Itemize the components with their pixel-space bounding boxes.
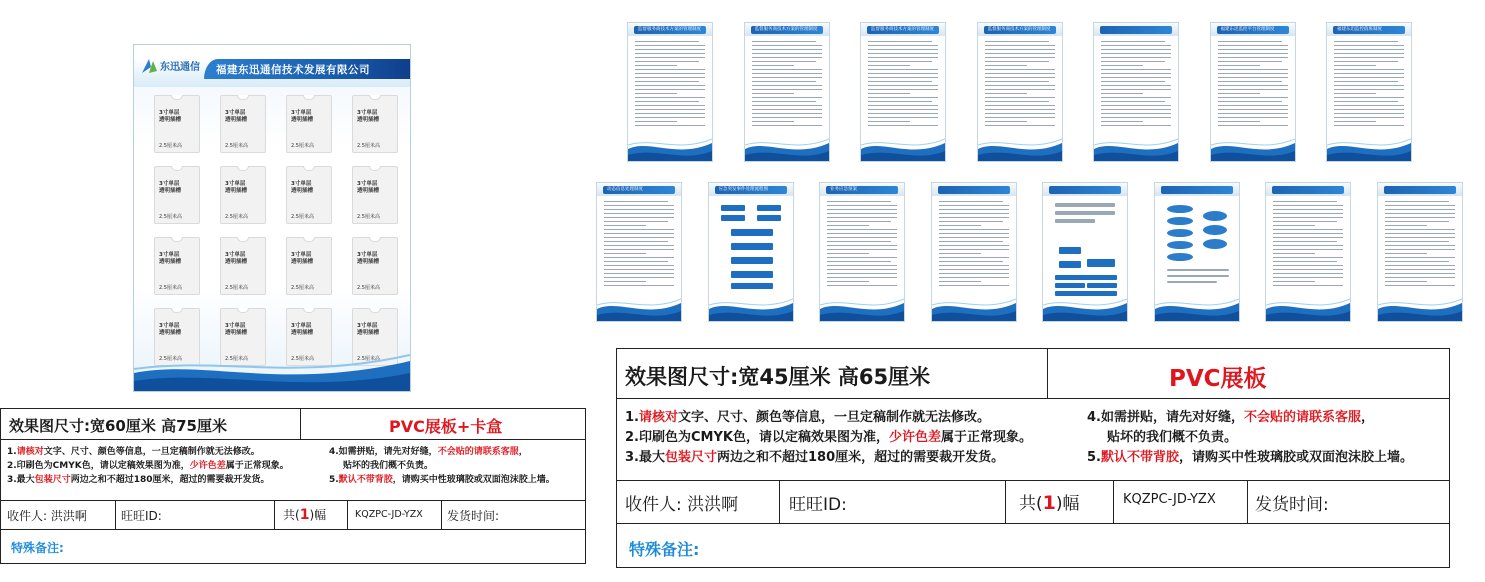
board-title: 动态信息处理制度 — [607, 187, 643, 192]
board-wave-decoration — [932, 295, 1016, 321]
board-title-bar — [1272, 186, 1344, 194]
rule-board — [931, 182, 1017, 322]
pocket-size: 2.5厘米高 — [357, 285, 380, 291]
board-text-lines — [827, 201, 897, 295]
board-title: 监督服务商技术方案的管理制度 — [638, 27, 701, 32]
board-text-lines — [939, 201, 1009, 295]
board-wave-decoration — [709, 295, 793, 321]
board-title: 福建东迅监控平台管理制度 — [1220, 27, 1275, 32]
pocket-notch — [171, 308, 183, 313]
pocket-title: 3寸单层 透明插槽 — [357, 252, 380, 265]
card-pocket — [220, 237, 266, 295]
rule-board — [1154, 182, 1240, 322]
board-head — [709, 183, 793, 196]
board-head — [1094, 23, 1178, 36]
left-count: 共(1)幅 — [283, 507, 327, 523]
board-wave-decoration — [978, 135, 1062, 161]
card-pocket — [220, 166, 266, 224]
pocket-size: 2.5厘米高 — [225, 285, 248, 291]
board-wave-decoration — [1266, 295, 1350, 321]
board-wave-decoration — [134, 351, 410, 391]
board-head — [861, 23, 945, 36]
board-title-bar — [1217, 26, 1289, 34]
right-size-label: 效果图尺寸:宽45厘米 高65厘米 — [625, 365, 931, 389]
pocket-title: 3寸单层 透明插槽 — [225, 110, 248, 123]
board-head — [597, 183, 681, 196]
rule-board — [977, 22, 1063, 162]
right-product-type: PVC展板 — [1169, 366, 1267, 392]
pocket-size: 2.5厘米高 — [159, 214, 182, 220]
card-pocket — [352, 237, 398, 295]
board-text-lines — [604, 201, 674, 295]
board-wave-decoration — [1043, 295, 1127, 321]
board-title-bar — [826, 186, 898, 194]
right-recipient: 收件人: 洪洪啊 — [625, 495, 739, 515]
board-wave-decoration — [1378, 295, 1462, 321]
board-wave-decoration — [861, 135, 945, 161]
pocket-notch — [303, 95, 315, 100]
board-head — [1266, 183, 1350, 196]
pocket-grid — [148, 95, 398, 365]
board-head — [932, 183, 1016, 196]
pocket-notch — [171, 166, 183, 171]
board-title-bar — [1161, 186, 1233, 194]
board-head — [1155, 183, 1239, 196]
board-text-lines — [1101, 41, 1171, 135]
board-text-lines — [1273, 201, 1343, 295]
pocket-size: 2.5厘米高 — [225, 143, 248, 149]
card-pocket — [352, 95, 398, 153]
pocket-size: 2.5厘米高 — [159, 285, 182, 291]
board-title-bar — [603, 186, 675, 194]
right-ship-time: 发货时间: — [1255, 495, 1329, 515]
rule-board — [1042, 182, 1128, 322]
card-pocket — [154, 237, 200, 295]
pocket-title: 3寸单层 透明插槽 — [291, 110, 314, 123]
pocket-size: 2.5厘米高 — [291, 356, 314, 362]
pocket-notch — [303, 166, 315, 171]
flowchart — [717, 203, 787, 293]
pocket-notch — [237, 95, 249, 100]
pocket-size: 2.5厘米高 — [225, 356, 248, 362]
pocket-notch — [237, 308, 249, 313]
pocket-title: 3寸单层 透明插槽 — [159, 181, 182, 194]
card-pocket — [286, 95, 332, 153]
pocket-notch — [171, 95, 183, 100]
rule-board — [1210, 22, 1296, 162]
board-head — [978, 23, 1062, 36]
pocket-notch — [237, 237, 249, 242]
board-text-lines — [1385, 201, 1455, 295]
pocket-title: 3寸单层 透明插槽 — [291, 323, 314, 336]
board-head — [1378, 183, 1462, 196]
pocket-size: 2.5厘米高 — [357, 143, 380, 149]
pocket-title: 3寸单层 透明插槽 — [357, 181, 380, 194]
pocket-notch — [303, 308, 315, 313]
board-title: 监督服务商技术方案的管理制度 — [871, 27, 934, 32]
pocket-title: 3寸单层 透明插槽 — [225, 181, 248, 194]
pocket-notch — [369, 95, 381, 100]
board-title-bar — [715, 186, 787, 194]
pocket-title: 3寸单层 透明插槽 — [291, 252, 314, 265]
board-head — [628, 23, 712, 36]
right-count: 共(1)幅 — [1019, 492, 1080, 514]
board-wave-decoration — [1327, 135, 1411, 161]
company-name: 福建东迅通信技术发展有限公司 — [216, 64, 370, 76]
left-product-code: KQZPC-JD-YZX — [355, 509, 423, 520]
pocket-size: 2.5厘米高 — [291, 143, 314, 149]
board-title-bar — [1049, 186, 1121, 194]
board-title-bar — [867, 26, 939, 34]
board-wave-decoration — [628, 135, 712, 161]
left-order-info: 效果图尺寸:宽60厘米 高75厘米 PVC展板+卡盒 1.请核对文字、尺寸、颜色等信息，一旦定稿制作就无法修改。 2.印刷色为CMYK色，请以定稿效果图为准，少许色差属于正常现象。 3.最大包装尺寸两边之和不超过180厘米，超过的需要裁开发货。 4.如需拼贴，请先对好缝，不会贴的请联系客服， 贴坏的我们概不负责。 5.默认不带背胶，请购买中性玻璃胶或双面泡沫胶上墙。 收件人: 洪洪啊 旺旺ID: 共(1)幅 KQZPC-JD-YZX 发货时间: 特殊备注: — [0, 408, 586, 564]
left-product-type: PVC展板+卡盒 — [389, 417, 503, 436]
card-pocket — [154, 95, 200, 153]
pocket-notch — [303, 237, 315, 242]
board-title-bar — [984, 26, 1056, 34]
pocket-title: 3寸单层 透明插槽 — [159, 110, 182, 123]
board-text-lines — [868, 41, 938, 135]
board-title-bar — [938, 186, 1010, 194]
rule-board — [744, 22, 830, 162]
board-wave-decoration — [1094, 135, 1178, 161]
board-text-lines — [985, 41, 1055, 135]
board-title-bar — [634, 26, 706, 34]
left-recipient: 收件人: 洪洪啊 — [7, 509, 87, 523]
pocket-size: 2.5厘米高 — [225, 214, 248, 220]
rule-board — [819, 182, 905, 322]
board-title: 业务应急预案 — [830, 187, 857, 192]
board-title-bar — [1333, 26, 1405, 34]
board-head — [1043, 183, 1127, 196]
pocket-notch — [171, 237, 183, 242]
board-wave-decoration — [1211, 135, 1295, 161]
board-title: 福建东迅监控值班制度 — [1337, 27, 1382, 32]
pocket-size: 2.5厘米高 — [159, 143, 182, 149]
board-wave-decoration — [745, 135, 829, 161]
pocket-notch — [369, 166, 381, 171]
card-pocket — [220, 95, 266, 153]
pocket-size: 2.5厘米高 — [357, 214, 380, 220]
rule-board — [627, 22, 713, 162]
pocket-size: 2.5厘米高 — [159, 356, 182, 362]
rule-board — [1326, 22, 1412, 162]
pocket-title: 3寸单层 透明插槽 — [159, 252, 182, 265]
pocket-size: 2.5厘米高 — [291, 285, 314, 291]
board-wave-decoration — [597, 295, 681, 321]
left-display-board — [133, 44, 411, 392]
card-pocket — [286, 166, 332, 224]
right-special-remarks: 特殊备注: — [629, 540, 700, 559]
pocket-notch — [237, 166, 249, 171]
board-head — [745, 23, 829, 36]
logo-text: 东迅通信 — [160, 62, 200, 73]
board-head — [1211, 23, 1295, 36]
right-product-code: KQZPC-JD-YZX — [1123, 492, 1216, 507]
board-text-lines — [1334, 41, 1404, 135]
pocket-title: 3寸单层 透明插槽 — [225, 252, 248, 265]
board-title-bar — [1100, 26, 1172, 34]
card-pocket — [154, 166, 200, 224]
card-pocket — [286, 237, 332, 295]
board-title: 监督服务商技术方案的管理制度 — [987, 27, 1051, 32]
board-text-lines — [635, 41, 705, 135]
board-text-lines — [752, 41, 822, 135]
rule-board — [1377, 182, 1463, 322]
board-text-lines — [1218, 41, 1288, 135]
logo-mark-icon — [140, 57, 158, 75]
rule-board — [1265, 182, 1351, 322]
pocket-notch — [369, 237, 381, 242]
company-logo — [140, 55, 200, 77]
left-ship-time: 发货时间: — [447, 509, 500, 523]
rule-board — [860, 22, 946, 162]
pocket-title: 3寸单层 透明插槽 — [225, 323, 248, 336]
board-wave-decoration — [1155, 295, 1239, 321]
board-head — [1327, 23, 1411, 36]
pocket-title: 3寸单层 透明插槽 — [357, 323, 380, 336]
board-title: 监督服务商技术方案的管理制度 — [754, 27, 818, 32]
rule-board — [1093, 22, 1179, 162]
left-wangwang-id: 旺旺ID: — [121, 509, 162, 523]
pocket-size: 2.5厘米高 — [357, 356, 380, 362]
pocket-size: 2.5厘米高 — [291, 214, 314, 220]
pocket-notch — [369, 308, 381, 313]
flowchart — [1051, 203, 1121, 299]
board-header — [134, 45, 410, 87]
left-special-remarks: 特殊备注: — [11, 541, 64, 555]
board-wave-decoration — [820, 295, 904, 321]
left-size-label: 效果图尺寸:宽60厘米 高75厘米 — [9, 417, 227, 435]
rule-board — [596, 182, 682, 322]
board-title-bar — [1384, 186, 1456, 194]
rule-board — [708, 182, 794, 322]
board-title-bar — [751, 26, 823, 34]
pocket-title: 3寸单层 透明插槽 — [159, 323, 182, 336]
right-order-info: 效果图尺寸:宽45厘米 高65厘米 PVC展板 1.请核对文字、尺寸、颜色等信息，一旦定稿制作就无法修改。 2.印刷色为CMYK色，请以定稿效果图为准，少许色差属于正常现象。 3.最大包装尺寸两边之和不超过180厘米，超过的需要裁开发货。 4.如需拼贴，请先对好缝，不会贴的请联系客服， 贴坏的我们概不负责。 5.默认不带背胶，请购买中性玻璃胶或双面泡沫胶上墙。 收件人: 洪洪啊 旺旺ID: 共(1)幅 KQZPC-JD-YZX 发货时间: 特殊备注: — [616, 348, 1450, 568]
pocket-title: 3寸单层 透明插槽 — [291, 181, 314, 194]
flowchart — [1163, 203, 1233, 299]
board-title: 应急突发事件处理流程图 — [718, 187, 768, 192]
card-pocket — [352, 166, 398, 224]
pocket-title: 3寸单层 透明插槽 — [357, 110, 380, 123]
right-wangwang-id: 旺旺ID: — [789, 495, 847, 515]
board-head — [820, 183, 904, 196]
